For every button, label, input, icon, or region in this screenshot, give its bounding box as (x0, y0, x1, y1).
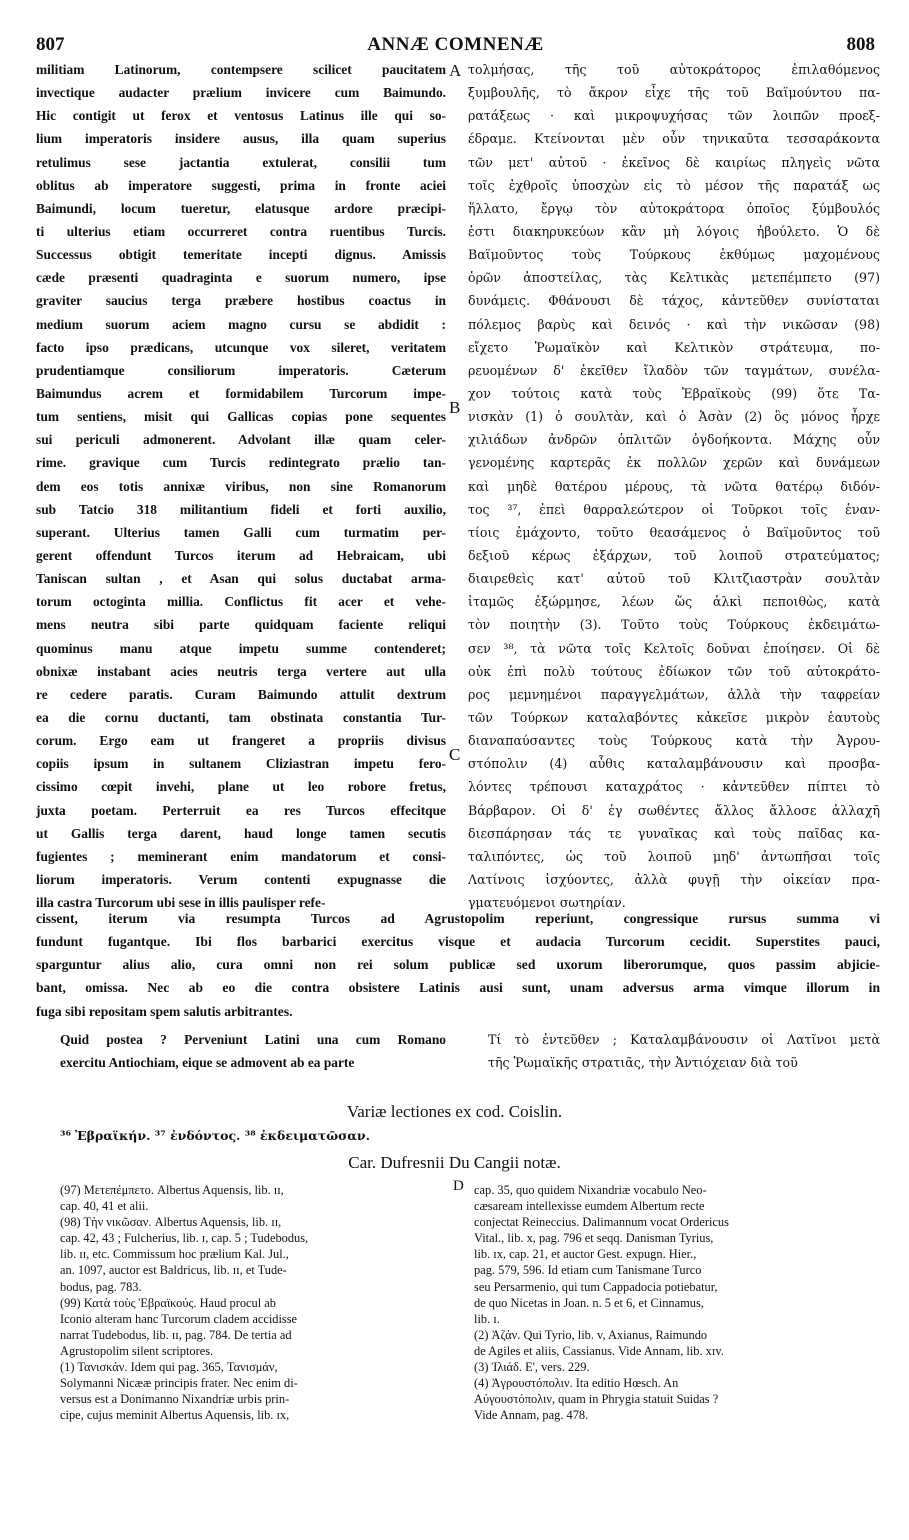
text-line: sub Tatcio 318 militantium fideli et forti auxilio, (36, 501, 446, 517)
text-line: Λατίνοις ἰσχύοντες, ἀλλὰ φυγῇ τὴν οἰκείαν πρα- (468, 871, 880, 887)
text-line: illa castra Turcorum ubi sese in illis paulisper refe- (36, 895, 326, 911)
text-line: τῶν μετ' αὐτοῦ · ἐκεῖνος δὲ καιρίως πληγεὶς νῶτα (468, 154, 880, 170)
text-line: τὸν ποιητὴν (3). Τοῦτο τοὺς Τούρκους ἐκδειμάτω- (468, 617, 880, 633)
notes-left-column (60, 1182, 445, 1423)
text-line: quominus manu atque impetu summe contenderet; (36, 640, 446, 656)
text-line: καὶ μηδὲ θατέρου μέρους, τὰ νῶτα θατέρῳ διδόν- (468, 478, 880, 494)
text-line: cap. 35, quo quidem Nixandriæ vocabulo Neo- (474, 1183, 707, 1197)
text-line: cæsaream intellexisse eumdem Albertum recte (474, 1199, 705, 1214)
text-line: liorum imperatoris. Verum contenti expugnasse die (36, 871, 446, 887)
latin-column (36, 58, 446, 914)
text-line: lib. ɪɪ, etc. Commissum hoc prælium Kal. Jul., (60, 1247, 289, 1262)
text-line: copiis ipsum in sultanem Cliziastran impetu fero- (36, 756, 446, 772)
text-line: πόλεμος βαρὺς καὶ δεινός · καὶ τὴν νικῶσαν (98) (468, 316, 880, 332)
notes-title: Car. Dufresnii Du Cangii notæ. (348, 1153, 561, 1172)
variae-lectiones-title: Variæ lectiones ex cod. Coislin. (346, 1102, 563, 1121)
text-line: ea die cornu ductanti, tam obstinata constantia Tur- (36, 709, 446, 725)
text-line: έδραμε. Κτείνονται μὲν οὖν τηνικαῦτα τεσσαράκοντα (468, 131, 880, 147)
text-line: στόπολιν (4) αὖθις καταλαμβάνουσιν καὶ προσβα- (468, 756, 880, 772)
text-line: cap. 40, 41 et alii. (60, 1199, 149, 1214)
text-line: τῆς Ῥωμαϊκῆς στρατιᾶς, τὴν Ἀντιόχειαν διὰ τοῦ (488, 1055, 798, 1071)
text-line: graviter saucius terga præbere hostibus coactus in (36, 293, 446, 309)
text-line: retulimus sese jactantia extulerat, consilii tum (36, 154, 446, 170)
text-line: Quid postea ? Perveniunt Latini una cum Romano (60, 1032, 446, 1047)
text-line: obnixæ instabant acies neutris terga vertere aut ulla (36, 663, 446, 679)
text-line: γενομένης καρτερᾶς ἐκ πολλῶν χερῶν καὶ δυνάμεων (468, 455, 880, 471)
text-line: ἐστι διακηρυκεύων κἂν μὴ λόγοις ἠβούλετο. Ὁ δὲ (468, 223, 880, 239)
text-line: lib. ɪ. (474, 1311, 500, 1326)
text-line: ut Gallis terga darent, haud longe tamen secutis (36, 825, 446, 841)
text-line: conjectat Reineccius. Dalimannum vocat Ordericus (474, 1215, 729, 1230)
text-line: narrat Tudebodus, lib. ɪɪ, pag. 784. De tertia ad (60, 1327, 292, 1342)
notes-right-column (474, 1182, 880, 1423)
text-line: an. 1097, auctor est Baldricus, lib. ɪɪ, et Tude- (60, 1263, 287, 1278)
full-width-text (36, 907, 880, 1023)
text-line: sparguntur alius alio, cura omni non rei solum publicæ sed uxorum liberorumque, quos passim abjicie- (36, 957, 880, 973)
text-line: τίοις ἐμάχοντο, τοῦτο θεασάμενος ὁ Βαϊμοῦντος τοῦ (468, 524, 880, 540)
margin-marker-d: D (453, 1178, 464, 1194)
text-line: lium imperatoris insidere ausus, illa quam superius (36, 131, 446, 147)
text-line: corum. Ergo eam ut frangeret a propriis divisus (36, 733, 446, 749)
text-line: Taniscan sultan , et Asan qui solus ductabat arma- (36, 571, 446, 587)
text-line: νισκὰν (1) ὁ σουλτὰν, καὶ ὁ Ἀσὰν (2) ὃς μόνος ἦρχε (468, 409, 880, 425)
text-line: cap. 42, 43 ; Fulcherius, lib. ɪ, cap. 5 ; Tudebodus, (60, 1231, 309, 1246)
running-header (36, 34, 875, 56)
latin-tail (60, 1028, 446, 1074)
text-line: διεσπάρησαν τάς τε γυναῖκας καὶ τοὺς παῖδας κα- (468, 825, 880, 841)
text-line: superant. Ulterius tamen Galli cum turmatim per- (36, 524, 446, 540)
text-line: τος ³⁷, ἐπεὶ θαρραλεώτερον οἱ Τοῦρκοι τοῖς ἐναν- (468, 501, 880, 517)
text-line: σεν ³⁸, τὰ νῶτα τοῖς Κελτοῖς δοῦναι ἐποίησεν. Οἱ δὲ (468, 640, 880, 656)
text-line: cipe, cujus meminit Albertus Aquensis, lib. ɪx, (60, 1408, 290, 1423)
text-line: dem eos totis annixæ viribus, non sine Romanorum (36, 478, 446, 494)
text-line: (3) Ἰλιάδ. Ε', vers. 229. (474, 1360, 590, 1375)
text-line: tum sentiens, misit qui Gallicas copias pone sequentes (36, 409, 446, 425)
text-line: seu Persarmenio, qui tum Cappadocia potiebatur, (474, 1279, 718, 1294)
text-line: sui periculi admonerent. Advolant illæ quam celer- (36, 432, 446, 448)
text-line: Vide Annam, pag. 478. (474, 1408, 589, 1423)
running-title: ANNÆ COMNENÆ (367, 34, 544, 55)
text-line: cæde præsenti quadraginta e suorum numero, ipse (36, 270, 446, 286)
text-line: οὐκ ἐπὶ πολὺ τούτους ἐδίωκον τῶν τοῦ αὐτοκράτο- (468, 663, 880, 679)
text-line: gerent offendunt Turcos iterum ad Hebraicam, ubi (36, 547, 446, 563)
text-line: bodus, pag. 783. (60, 1279, 142, 1294)
text-line: versus est a Donimanno Nixandriæ urbis prin- (60, 1392, 290, 1407)
text-line: Baimundi, locum tueretur, elatusque ardore præcipi- (36, 200, 446, 216)
text-line: medium suorum aciem magno cursu se abdidit : (36, 316, 446, 332)
text-line: Αὐγουστόπολιν, quam in Phrygia statuit Suidas ? (474, 1392, 719, 1407)
text-line: ἥλλατο, ἔργῳ τὸν αὐτοκράτορα ὁποῖος ξύμβουλός (468, 200, 880, 216)
margin-marker-a: A (449, 61, 462, 80)
text-line: cissent, iterum via resumpta Turcos ad Agrustopolim reperiunt, congressique rursus summa vi (36, 911, 880, 926)
text-line: δεξιοῦ κέρως ἐξάρχων, τοῦ λοιποῦ στρατεύματος; (468, 547, 880, 563)
text-line: ρος μεμνημένοι παραγγελμάτων, ἀλλὰ τὴν ταφρείαν (468, 686, 880, 702)
text-line: ξυμβουλῆς, τὸ ἄκρον εἶχε τῆς τοῦ Βαϊμούντου πα- (468, 85, 880, 101)
text-line: fugientes ; meminerant enim mandatorum et consi- (36, 848, 446, 864)
text-line: bant, omissa. Nec ab eo die contra obsistere Latinis ausi sunt, unam adversus arma vimque illorum in (36, 980, 880, 996)
text-line: τοῖς ἐχθροῖς ὑποσχὼν εἰς τὸ μέσον τῆς παρατάξ ως (468, 177, 880, 193)
text-line: (4) Ἀγρουστόπολιν. Ita editio Hœsch. An (474, 1376, 679, 1391)
text-line: Hic contigit ut ferox et ventosus Latinus ille qui so- (36, 108, 446, 124)
text-line: fuga sibi repositam spem salutis arbitrantes. (36, 1003, 293, 1019)
greek-column (468, 58, 880, 914)
text-line: exercitu Antiochiam, eique se admovent ab ea parte (60, 1055, 355, 1071)
text-line: cissimo cœpit invehi, plane ut leo robore fretus, (36, 779, 446, 795)
text-line: διαιρεθεὶς κατ' αὐτοῦ τοῦ Κλιτζιαστρὰν σουλτὰν (468, 571, 880, 587)
text-line: (99) Κατὰ τοὺς Ἑβραϊκούς. Haud procul ab (60, 1295, 276, 1310)
text-line: γματευόμενοι σωτηρίαν. (468, 895, 626, 911)
text-line: rime. gravique cum Turcis redintegrato prælio tan- (36, 455, 446, 471)
text-line: mens neutra sibi parte quidquam faciente reliqui (36, 617, 446, 633)
page-number-right: 808 (846, 34, 875, 55)
margin-marker-c: C (449, 745, 461, 764)
text-line: Successus obtigit temeritate incepti dignus. Amissis (36, 247, 446, 263)
text-line: Baimundus acrem et formidabilem Turcorum impe- (36, 385, 446, 401)
text-line: de quo Nicetas in Joan. n. 5 et 6, et Cinnamus, (474, 1295, 704, 1310)
text-line: oblitus ab imperatore suggesti, prima in fronte aciei (36, 177, 446, 193)
text-line: χον τούτοις κατὰ τοὺς Ἑβραϊκοὺς (99) ὅτε Τα- (468, 385, 880, 401)
text-line: Agrustopolim silent scriptores. (60, 1343, 214, 1358)
text-line: ὁρῶν ἀποστείλας, τὰς Κελτικὰς μετεπέμπετο (97) (468, 270, 880, 286)
text-line: ταλιπόντες, ὡς τοῦ λοιποῦ μηδ' ἀντωπῆσαι τοῖς (468, 848, 880, 864)
text-line: (97) Μετεπέμπετο. Albertus Aquensis, lib. ɪɪ, (60, 1183, 284, 1197)
text-line: ρατάξεως · καὶ μικροψυχήσας τῶν λοιπῶν προεξ- (468, 108, 880, 124)
text-line: Solymanni Nicææ principis frater. Nec enim di- (60, 1376, 298, 1391)
text-line: τῶν Τούρκων καταλαβόντες κἀκεῖσε μικρὸν ἑαυτοὺς (468, 709, 880, 725)
text-line: pag. 579, 596. Id etiam cum Tanismane Turco (474, 1263, 702, 1278)
text-line: λόντες τρέπουσι καταχράτος · κἀντεῦθεν πίπτει τὸ (468, 779, 880, 795)
text-line: (1) Τανισκάν. Idem qui pag. 365, Τανισμάν, (60, 1360, 278, 1375)
text-line: δυνάμεις. Φθάνουσι δὲ τάχος, κἀντεῦθεν συνίσταται (468, 293, 880, 309)
text-line: Vital., lib. x, pag. 796 et seqq. Danisman Tyrius, (474, 1231, 714, 1246)
margin-marker-b: B (449, 398, 461, 417)
text-line: torum octoginta millia. Conflictus fit acer et vehe- (36, 594, 446, 610)
text-line: ἰταμῶς ἐξώρμησε, λέων ὥς ἀλκὶ πεποιθὼς, κατὰ (468, 594, 880, 610)
text-line: de Agiles et aliis, Cassianus. Vide Annam, lib. xɪv. (474, 1343, 724, 1358)
text-line: Βαϊμοῦντος τοὺς Τούρκους ἐκθύμως μαχομένους (468, 247, 880, 263)
text-line: lib. ɪx, cap. 21, et auctor Gest. expugn. Hier., (474, 1247, 697, 1262)
text-line: re cedere paratis. Curam Baimundo attulit dextrum (36, 686, 446, 702)
page-number-left: 807 (36, 34, 65, 55)
variae-lectiones-line: ³⁶ Ἑβραϊκήν. ³⁷ ἐνδόντος. ³⁸ ἐκδειματῶσαν. (60, 1128, 370, 1143)
greek-tail (488, 1028, 880, 1074)
text-line: εἴχετο Ῥωμαϊκὸν καὶ Κελτικὸν στράτευμα, πο- (468, 339, 880, 355)
text-line: prudentiamque consiliorum imperatoris. Cæterum (36, 362, 446, 378)
text-line: ρευομένων δ' ἐκεῖθεν ἴλαδὸν τῶν ταγμάτων, συνέλα- (468, 362, 880, 378)
text-line: (98) Τὴν νικῶσαν. Albertus Aquensis, lib. ɪɪ, (60, 1215, 282, 1230)
text-line: Iconio alteram hanc Turcorum cladem accidisse (60, 1311, 298, 1326)
text-line: fundunt fugantque. Ibi flos barbarici exercitus visque et audacia Turcorum cecidit. Superstites pauci, (36, 934, 880, 950)
text-line: militiam Latinorum, contempsere scilicet paucitatem (36, 62, 446, 77)
text-line: Βάρβαρον. Οἱ δ' ἐγ σωθέντες ἄλλος ἄλλοσε ἀλλαχῆ (468, 802, 880, 818)
text-line: (2) Ἀζάν. Qui Tyrio, lib. v, Axianus, Raimundo (474, 1327, 708, 1342)
text-line: facto ipso prædicans, utcunque vox sileret, veritatem (36, 339, 446, 355)
text-line: χιλιάδων ἀνδρῶν ὁπλιτῶν ὀγδοήκοντα. Μάχης οὖν (468, 432, 880, 448)
text-line: τολμήσας, τῆς τοῦ αὐτοκράτορος ἐπιλαθόμενος (468, 62, 880, 77)
text-line: διαναπαύσαντες τοὺς Τούρκους κατὰ τὴν Ἀγρου- (468, 733, 880, 749)
text-line: juxta poetam. Perterruit ea res Turcos effecitque (36, 802, 446, 818)
text-line: Τί τὸ ἐντεῦθεν ; Καταλαμβάνουσιν οἱ Λατῖνοι μετὰ (488, 1032, 880, 1047)
text-line: invectique audacter prælium invicere cum Baimundo. (36, 85, 446, 101)
text-line: ti ulterius etiam occurreret contra ruentibus Turcis. (36, 223, 446, 239)
